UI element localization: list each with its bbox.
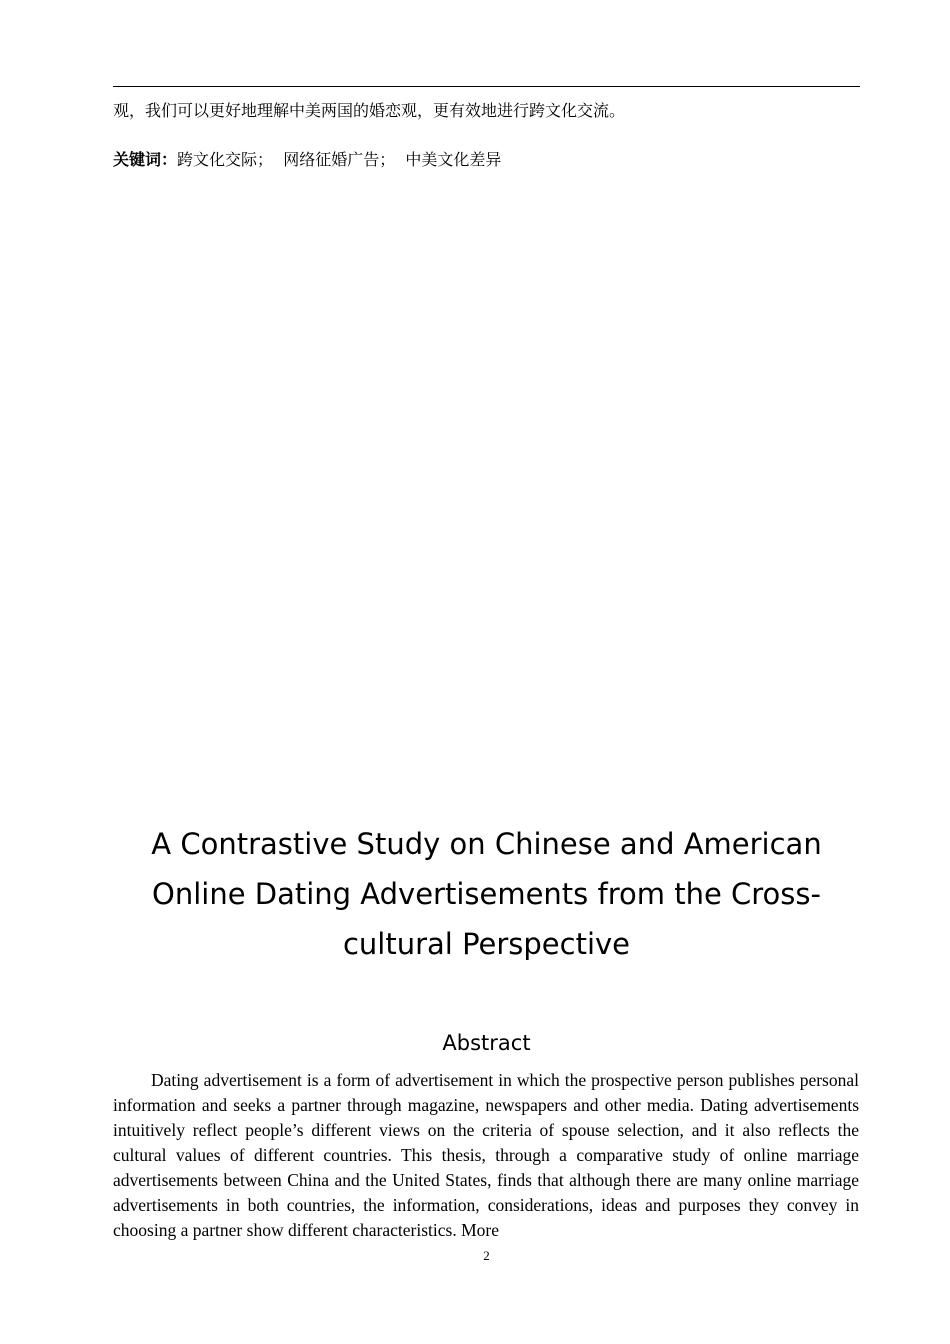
abstract-body: Dating advertisement is a form of advertisement in which the prospective person publishes personal information and seeks a partner through magazine, newspapers and other media. Dating advertisements intuitively reflect people’s different views on the criteria of spouse selection, and it also reflects the cultural values of different countries. This thesis, through a comparative study of online marriage advertisements between China and the United States, finds that although there are many online marriage advertisements in both countries, the information, considerations, ideas and purposes they convey in choosing a partner show different characteristics. More xyxy=(113,1070,859,1240)
header-rule xyxy=(113,86,860,87)
english-title: A Contrastive Study on Chinese and American Online Dating Advertisements from the Cross-cultural Perspective xyxy=(151,827,822,961)
page-number: 2 xyxy=(483,1248,490,1263)
chinese-abstract-continuation: 观，我们可以更好地理解中美两国的婚恋观，更有效地进行跨文化交流。 xyxy=(113,101,626,120)
keywords-label: 关键词： xyxy=(113,150,178,169)
abstract-heading: Abstract xyxy=(442,1031,531,1055)
keywords-items: 跨文化交际； 网络征婚广告； 中美文化差异 xyxy=(177,150,502,169)
chinese-keywords xyxy=(113,148,860,172)
